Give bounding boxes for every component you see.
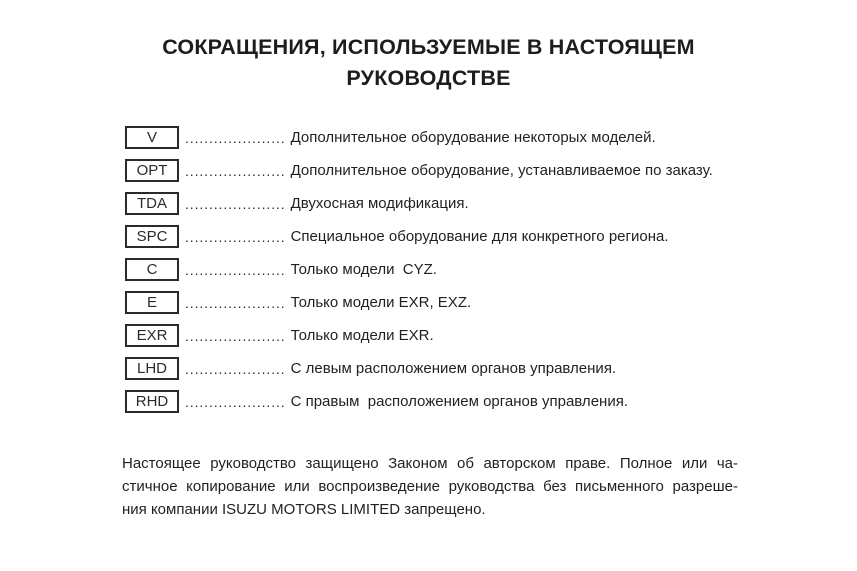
- abbreviation-code-box: EXR: [125, 324, 179, 347]
- abbreviation-code-box: V: [125, 126, 179, 149]
- abbreviation-description: Только модели CYZ.: [290, 261, 437, 278]
- dotted-leader: .....................: [185, 129, 286, 146]
- abbreviation-code-box: TDA: [125, 192, 179, 215]
- abbreviation-description: Специальное оборудование для конкретного региона.: [290, 228, 669, 245]
- dotted-leader: .....................: [185, 261, 286, 278]
- abbreviation-row: [125, 187, 857, 220]
- abbreviation-description: Только модели EXR, EXZ.: [290, 294, 472, 311]
- dotted-leader: .....................: [185, 327, 286, 344]
- page-title: [0, 32, 857, 94]
- dotted-leader: .....................: [185, 294, 286, 311]
- abbreviation-code-box: RHD: [125, 390, 179, 413]
- abbreviation-row: [125, 385, 857, 418]
- abbreviation-row: [125, 286, 857, 319]
- abbreviation-description: С левым расположением органов управления.: [290, 360, 617, 377]
- abbreviation-description: Дополнительное оборудование некоторых моделей.: [290, 129, 656, 146]
- abbreviation-code-box: E: [125, 291, 179, 314]
- abbreviation-description: Двухосная модификация.: [290, 195, 469, 212]
- abbreviation-description: Дополнительное оборудование, устанавливаемое по заказу.: [290, 162, 713, 179]
- dotted-leader: .....................: [185, 393, 286, 410]
- abbreviation-row: [125, 319, 857, 352]
- abbreviation-row: [125, 352, 857, 385]
- dotted-leader: .....................: [185, 228, 286, 245]
- abbreviation-code-box: LHD: [125, 357, 179, 380]
- dotted-leader: .....................: [185, 360, 286, 377]
- abbreviation-row: [125, 253, 857, 286]
- copyright-line: ния компании ISUZU MOTORS LIMITED запрещено.: [122, 501, 486, 518]
- abbreviation-row: [125, 220, 857, 253]
- abbreviation-row: [125, 121, 857, 154]
- abbreviation-code-box: SPC: [125, 225, 179, 248]
- abbreviation-description: Только модели EXR.: [290, 327, 434, 344]
- copyright-line: Настоящее руководство защищено Законом об авторском праве. Полное или ча-: [122, 455, 738, 472]
- abbreviation-description: С правым расположением органов управления.: [290, 393, 628, 410]
- dotted-leader: .....................: [185, 195, 286, 212]
- abbreviation-row: [125, 154, 857, 187]
- page-title-line-2: РУКОВОДСТВЕ: [346, 66, 511, 90]
- copyright-line: стичное копирование или воспроизведение руководства без письменного разреше-: [122, 478, 738, 495]
- abbreviation-code-box: OPT: [125, 159, 179, 182]
- abbreviation-code-box: C: [125, 258, 179, 281]
- dotted-leader: .....................: [185, 162, 286, 179]
- abbreviations-list: [125, 121, 857, 418]
- copyright-paragraph: [122, 452, 738, 521]
- page-title-line-1: СОКРАЩЕНИЯ, ИСПОЛЬЗУЕМЫЕ В НАСТОЯЩЕМ: [162, 35, 695, 59]
